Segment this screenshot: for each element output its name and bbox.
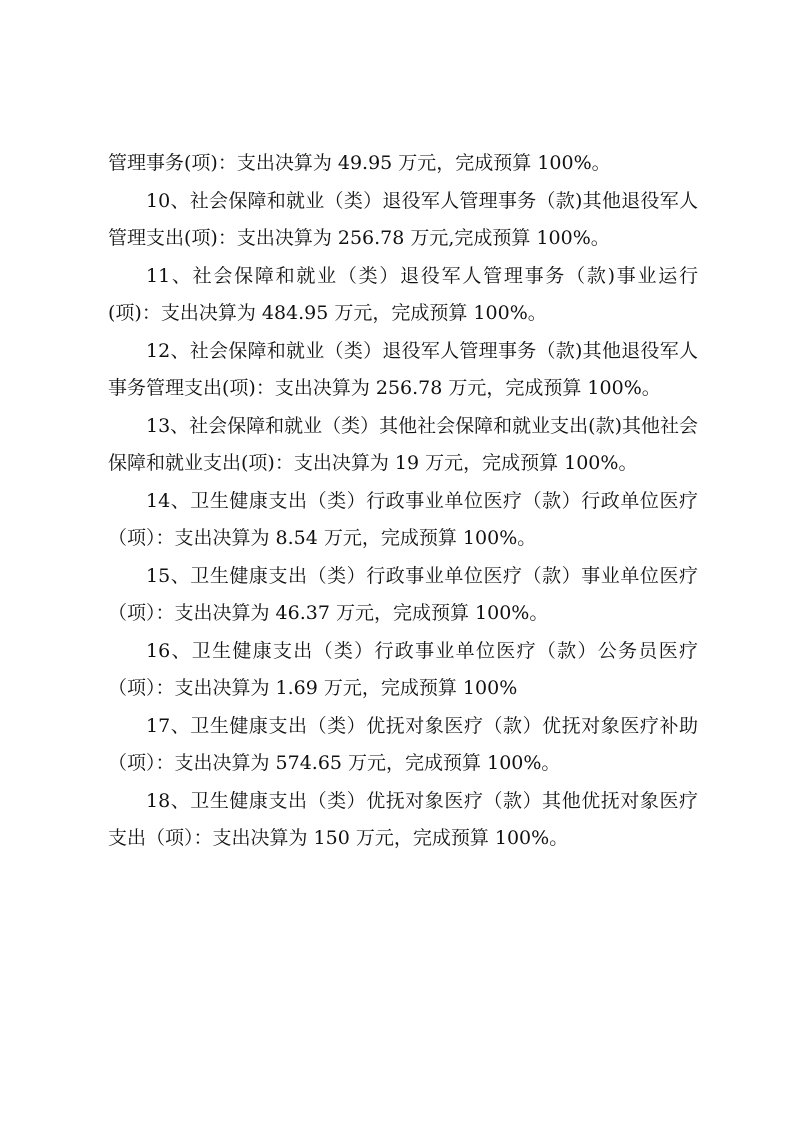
paragraph-item-11: 11、社会保障和就业（类）退役军人管理事务（款)事业运行(项)：支出决算为 484.95 万元，完成预算 100%。 <box>108 264 698 324</box>
paragraph-item-16: 16、卫生健康支出（类）行政事业单位医疗（款）公务员医疗（项）：支出决算为 1.69 万元，完成预算 100% <box>108 639 698 699</box>
paragraph-item-17: 17、卫生健康支出（类）优抚对象医疗（款）优抚对象医疗补助（项）：支出决算为 574.65 万元，完成预算 100%。 <box>108 714 698 774</box>
paragraph-item-13: 13、社会保障和就业（类）其他社会保障和就业支出(款)其他社会保障和就业支出(项)：支出决算为 19 万元，完成预算 100%。 <box>108 414 699 474</box>
paragraph-item-18: 18、卫生健康支出（类）优抚对象医疗（款）其他优抚对象医疗支出（项）：支出决算为 150 万元，完成预算 100%。 <box>108 789 698 849</box>
paragraph-item-10: 10、社会保障和就业（类）退役军人管理事务（款)其他退役军人管理支出(项)：支出决算为 256.78 万元,完成预算 100%。 <box>108 189 698 249</box>
document-body <box>108 145 698 858</box>
paragraph-item-15: 15、卫生健康支出（类）行政事业单位医疗（款）事业单位医疗（项）：支出决算为 46.37 万元，完成预算 100%。 <box>108 564 698 624</box>
paragraph-item-12: 12、社会保障和就业（类）退役军人管理事务（款)其他退役军人事务管理支出(项)：支出决算为 256.78 万元，完成预算 100%。 <box>108 339 698 399</box>
paragraph-item-14: 14、卫生健康支出（类）行政事业单位医疗（款）行政单位医疗（项）：支出决算为 8.54 万元，完成预算 100%。 <box>108 489 698 549</box>
paragraph-continuation: 管理事务(项)：支出决算为 49.95 万元，完成预算 100%。 <box>108 152 611 174</box>
